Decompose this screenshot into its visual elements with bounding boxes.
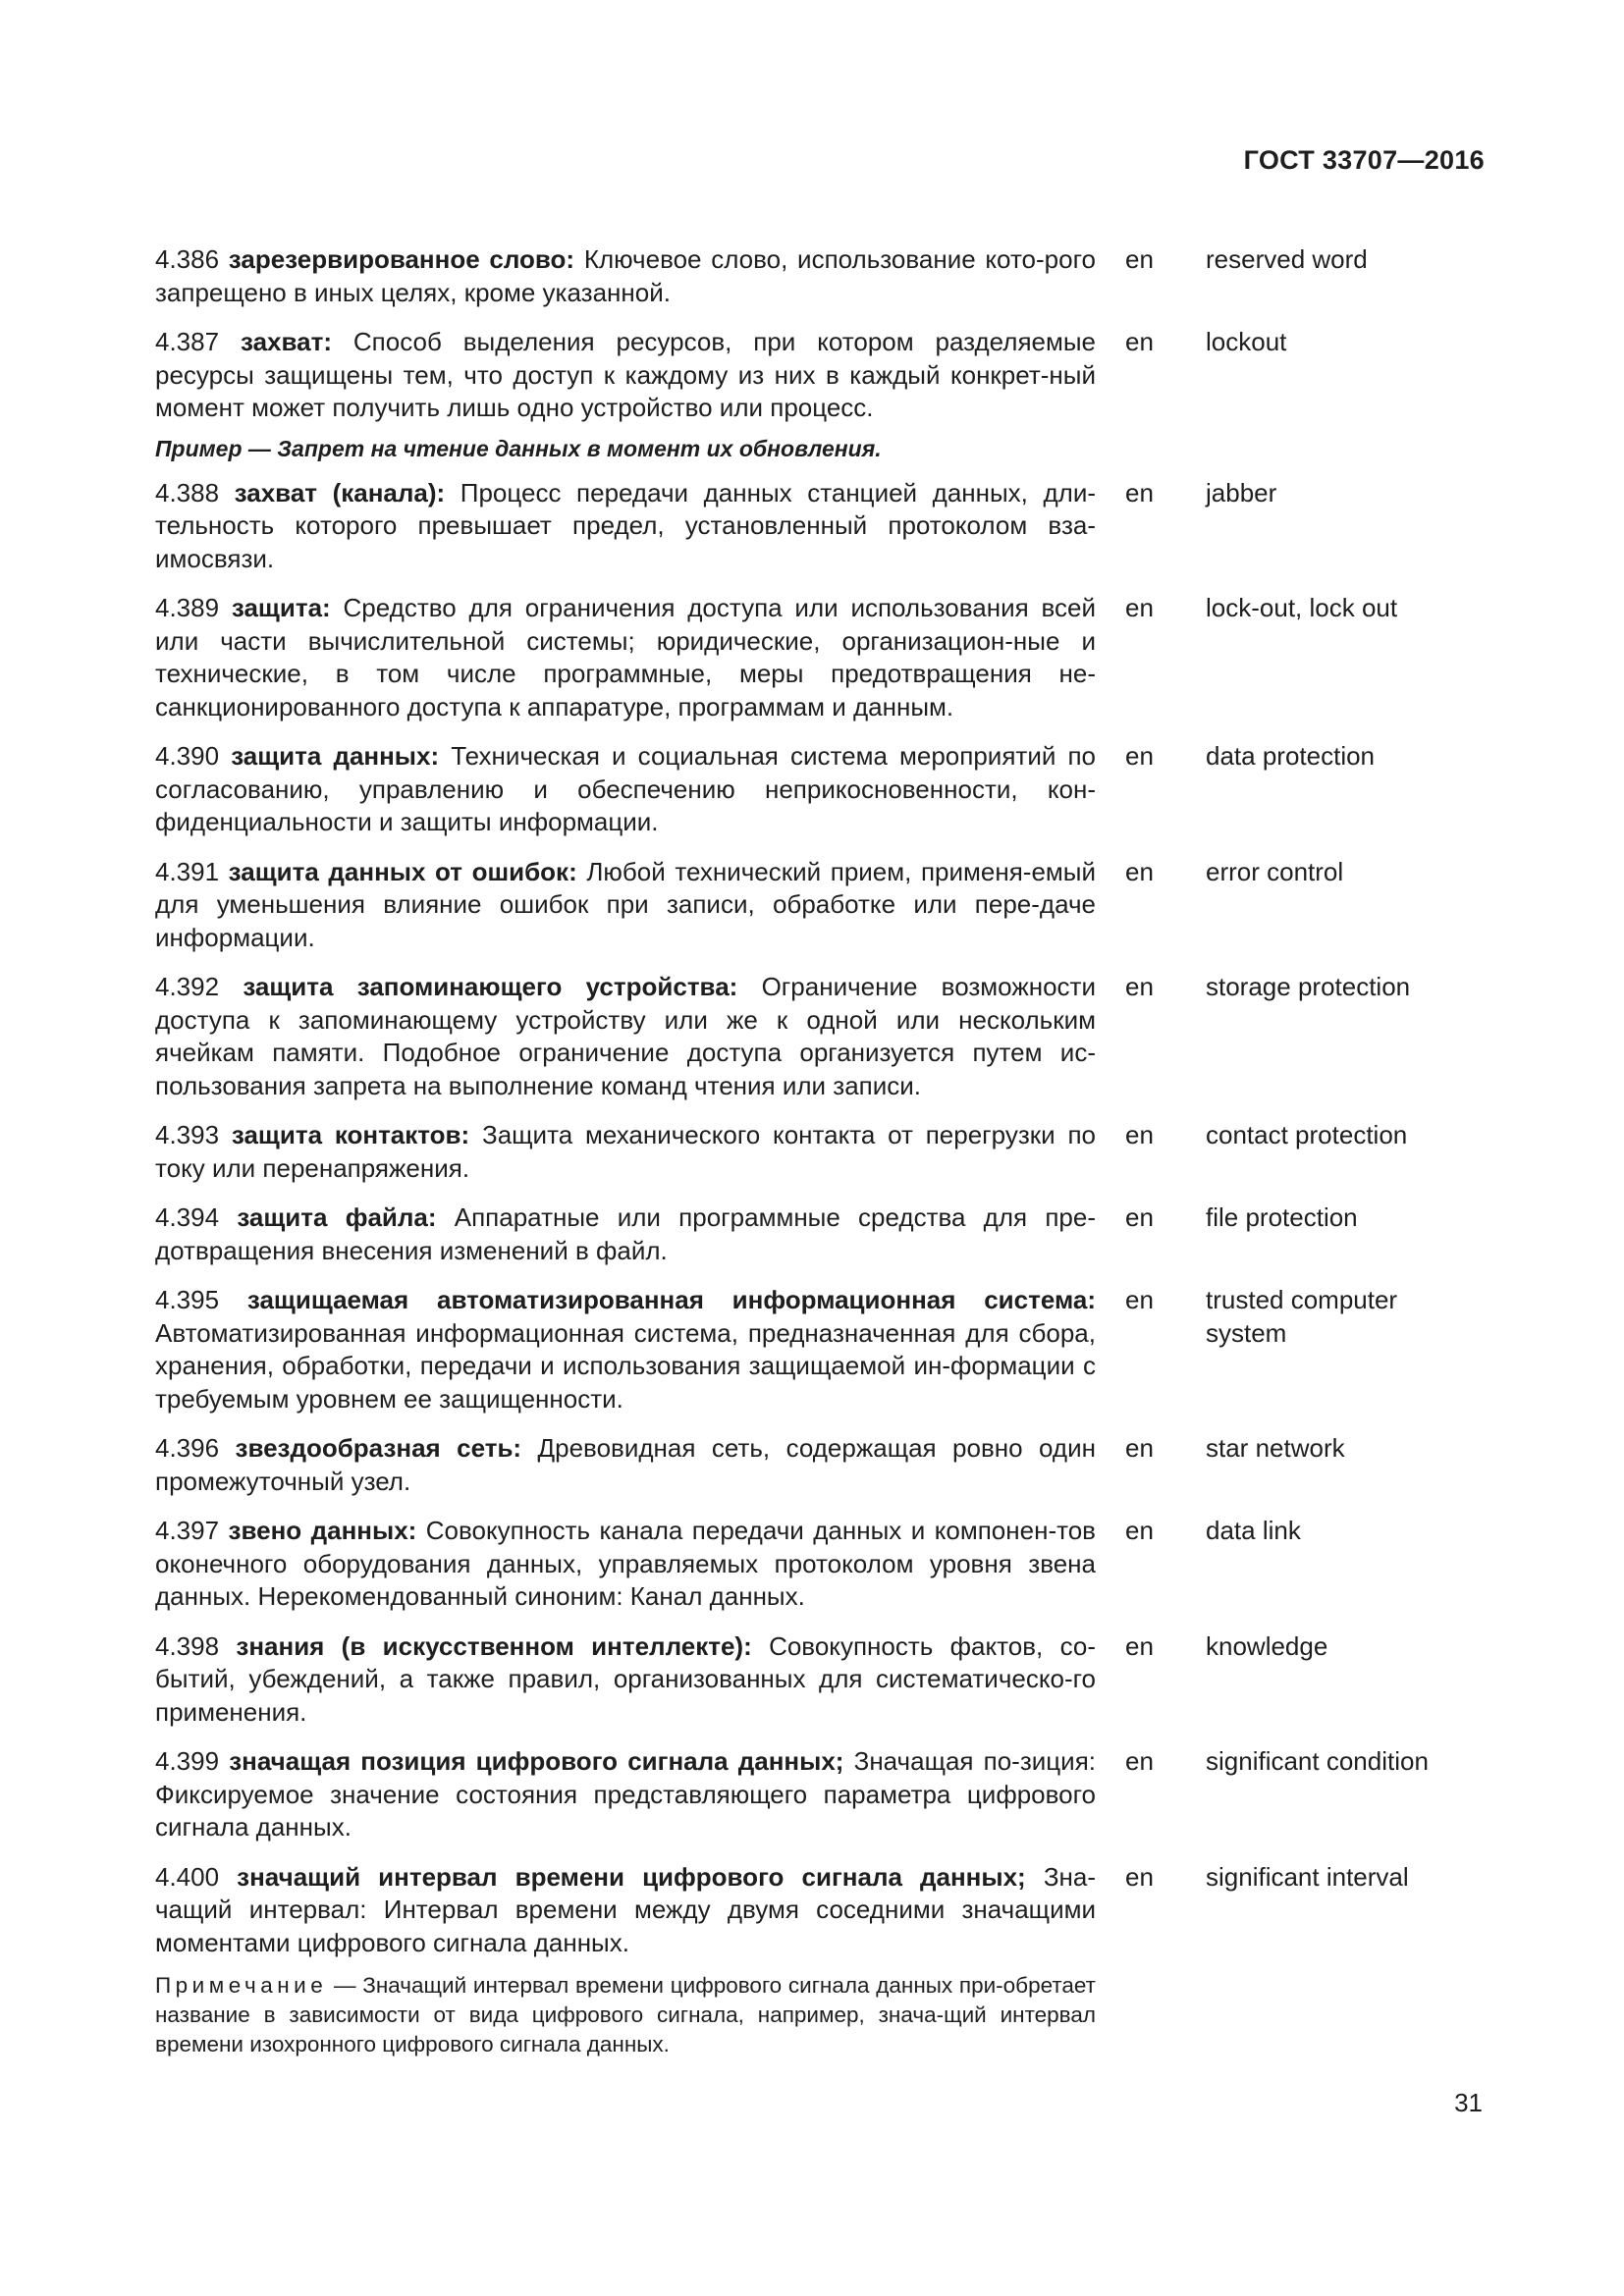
english-term: trusted computer system (1206, 1285, 1398, 1348)
term-name: защита данных: (231, 741, 440, 771)
term-name: звездообразная сеть: (235, 1433, 522, 1463)
term-definition: Любой технический прием, применя-емый для уменьшения влияние ошибок при записи, обработке или пере-даче информации. (155, 856, 1096, 952)
language-code: en (1125, 1746, 1154, 1776)
language-code: en (1125, 244, 1154, 274)
english-term: lockout (1206, 327, 1287, 356)
term-entry-4-397 (155, 1515, 1490, 1614)
term-name: значащая позиция цифрового сигнала данных; (229, 1746, 844, 1776)
term-name: знания (в искусственном интеллекте): (236, 1630, 752, 1661)
language-code: en (1125, 1285, 1154, 1314)
term-definition: Совокупность канала передачи данных и компонен-тов оконечного оборудования данных, управляемых протоколом уровня звена данных. Нерекомендованный синоним: Канал данных. (155, 1516, 1096, 1611)
term-definition: Ограничение возможности доступа к запоминающему устройству или же к одной или нескольким ячейкам памяти. Подобное ограничение доступа организуется путем ис-пользования запрета на выполнение команд чтения или записи. (155, 972, 1096, 1100)
english-term: file protection (1206, 1202, 1358, 1232)
language-code: en (1125, 1433, 1154, 1463)
language-code: en (1125, 1516, 1154, 1545)
term-number: 4.396 (155, 1433, 220, 1463)
term-entry-4-392 (155, 971, 1490, 1102)
term-definition: Техническая и социальная система мероприятий по согласованию, управлению и обеспечению неприкосновенности, кон-фиденциальности и защиты информации. (155, 741, 1096, 836)
term-name: защита контактов: (231, 1120, 470, 1149)
english-term: knowledge (1206, 1630, 1328, 1661)
term-entry-4-398 (155, 1630, 1490, 1730)
english-term: contact protection (1206, 1120, 1408, 1149)
term-text (155, 971, 1096, 1102)
english-term: star network (1206, 1433, 1345, 1463)
term-text (155, 1432, 1096, 1498)
term-entry-4-395 (155, 1284, 1490, 1415)
term-text (155, 592, 1096, 723)
language-code: en (1125, 1120, 1154, 1149)
term-entry-4-399 (155, 1745, 1490, 1844)
term-text (155, 1201, 1096, 1267)
term-definition: Средство для ограничения доступа или использования всей или части вычислительной системы; юридические, организацион-ные и технические, в том числе программные, меры предотвращения не-санкционированного доступа к аппаратуре, программам и данным. (155, 593, 1096, 721)
term-number: 4.390 (155, 741, 220, 771)
page-number: 31 (1454, 2088, 1483, 2117)
term-number: 4.400 (155, 1861, 220, 1892)
term-number: 4.386 (155, 244, 220, 274)
term-name: захват: (240, 327, 332, 356)
term-definition: Совокупность фактов, со-бытий, убеждений, а также правил, организованных для систематическо-го применения. (155, 1630, 1096, 1727)
term-definition: Зна-чащий интервал: Интервал времени между двумя соседними значащими моментами цифрового сигнала данных. (155, 1861, 1096, 1957)
language-code: en (1125, 327, 1154, 356)
example-text: Пример — Запрет на чтение данных в момент их обновления. (155, 435, 882, 461)
language-code: en (1125, 972, 1154, 1001)
term-text (155, 243, 1096, 309)
term-number: 4.395 (155, 1285, 220, 1314)
term-text (155, 740, 1096, 839)
term-text (155, 1745, 1096, 1844)
term-entry-4-389 (155, 592, 1490, 723)
term-entry-4-396 (155, 1432, 1490, 1498)
note-block (155, 1971, 1096, 2059)
term-name: защита данных от ошибок: (228, 856, 577, 886)
note-label: Примечание (155, 1973, 328, 1998)
term-text (155, 1515, 1096, 1614)
language-code: en (1125, 1630, 1154, 1661)
term-definition: Защита механического контакта от перегрузки по току или перенапряжения. (155, 1120, 1096, 1183)
term-number: 4.392 (155, 972, 220, 1001)
term-name: зарезервированное слово: (228, 244, 575, 274)
term-text (155, 1861, 1096, 1960)
english-term: significant condition (1206, 1746, 1429, 1776)
term-entry-4-386 (155, 243, 1490, 309)
english-term: data link (1206, 1516, 1301, 1545)
term-text (155, 1630, 1096, 1730)
page-header-standard: ГОСТ 33707—2016 (1243, 145, 1485, 175)
term-text (155, 326, 1096, 425)
term-name: защищаемая автоматизированная информационная система: (246, 1285, 1096, 1314)
language-code: en (1125, 1861, 1154, 1892)
language-code: en (1125, 477, 1154, 507)
term-name: захват (канала): (234, 477, 446, 507)
term-entry-4-400 (155, 1861, 1490, 1960)
term-entry-4-388 (155, 477, 1490, 576)
english-term: storage protection (1206, 972, 1411, 1001)
term-definition: Значащая по-зиция: Фиксируемое значение состояния представляющего параметра цифрового сигнала данных. (155, 1746, 1096, 1842)
term-number: 4.391 (155, 856, 220, 886)
term-definition: Ключевое слово, использование кото-рого запрещено в иных целях, кроме указанной. (155, 244, 1096, 307)
term-entry-4-390 (155, 740, 1490, 839)
term-text (155, 477, 1096, 576)
term-definition: Аппаратные или программные средства для пре-дотвращения внесения изменений в файл. (155, 1202, 1096, 1265)
term-text (155, 856, 1096, 955)
term-entry-4-393 (155, 1119, 1490, 1185)
term-name: значащий интервал времени цифрового сигнала данных; (237, 1861, 1026, 1892)
term-entry-4-391 (155, 856, 1490, 955)
term-number: 4.394 (155, 1202, 220, 1232)
term-entry-4-387 (155, 326, 1490, 425)
note-text: — Значащий интервал времени цифрового сигнала данных при-обретает название в зависимости от вида цифрового сигнала, например, знача-щий интервал времени изохронного цифрового сигнала данных. (155, 1973, 1096, 2056)
english-term: reserved word (1206, 244, 1368, 274)
term-number: 4.397 (155, 1516, 220, 1545)
english-term: jabber (1206, 477, 1277, 507)
term-text (155, 1284, 1096, 1415)
language-code: en (1125, 1202, 1154, 1232)
term-text (155, 1119, 1096, 1185)
language-code: en (1125, 856, 1154, 886)
term-definition: Древовидная сеть, содержащая ровно один промежуточный узел. (155, 1433, 1096, 1496)
language-code: en (1125, 741, 1154, 771)
term-number: 4.389 (155, 593, 220, 622)
term-number: 4.388 (155, 477, 220, 507)
term-name: звено данных: (228, 1516, 417, 1545)
term-definition: Способ выделения ресурсов, при котором разделяемые ресурсы защищены тем, что доступ к каждому из них в каждый конкрет-ный момент может получить лишь одно устройство или процесс. (155, 327, 1097, 422)
term-name: защита запоминающего устройства: (243, 972, 738, 1001)
term-entry-4-394 (155, 1201, 1490, 1267)
term-number: 4.398 (155, 1630, 220, 1661)
term-name: защита файла: (237, 1202, 437, 1232)
term-definition: Процесс передачи данных станцией данных, дли-тельность которого превышает предел, установленный протоколом вза-имосвязи. (155, 477, 1097, 573)
term-name: защита: (231, 593, 331, 622)
english-term: lock-out, lock out (1206, 593, 1398, 622)
term-definition: Автоматизированная информационная система, предназначенная для сбора, хранения, обработки, передачи и использования защищаемой ин-формации с требуемым уровнем ее защищенности. (155, 1317, 1096, 1414)
terms-list (155, 243, 1490, 2059)
term-number: 4.387 (155, 327, 220, 356)
english-term: data protection (1206, 741, 1376, 771)
english-term: significant interval (1206, 1861, 1409, 1892)
term-number: 4.399 (155, 1746, 220, 1776)
english-term: error control (1206, 856, 1344, 886)
language-code: en (1125, 593, 1154, 622)
term-number: 4.393 (155, 1120, 220, 1149)
